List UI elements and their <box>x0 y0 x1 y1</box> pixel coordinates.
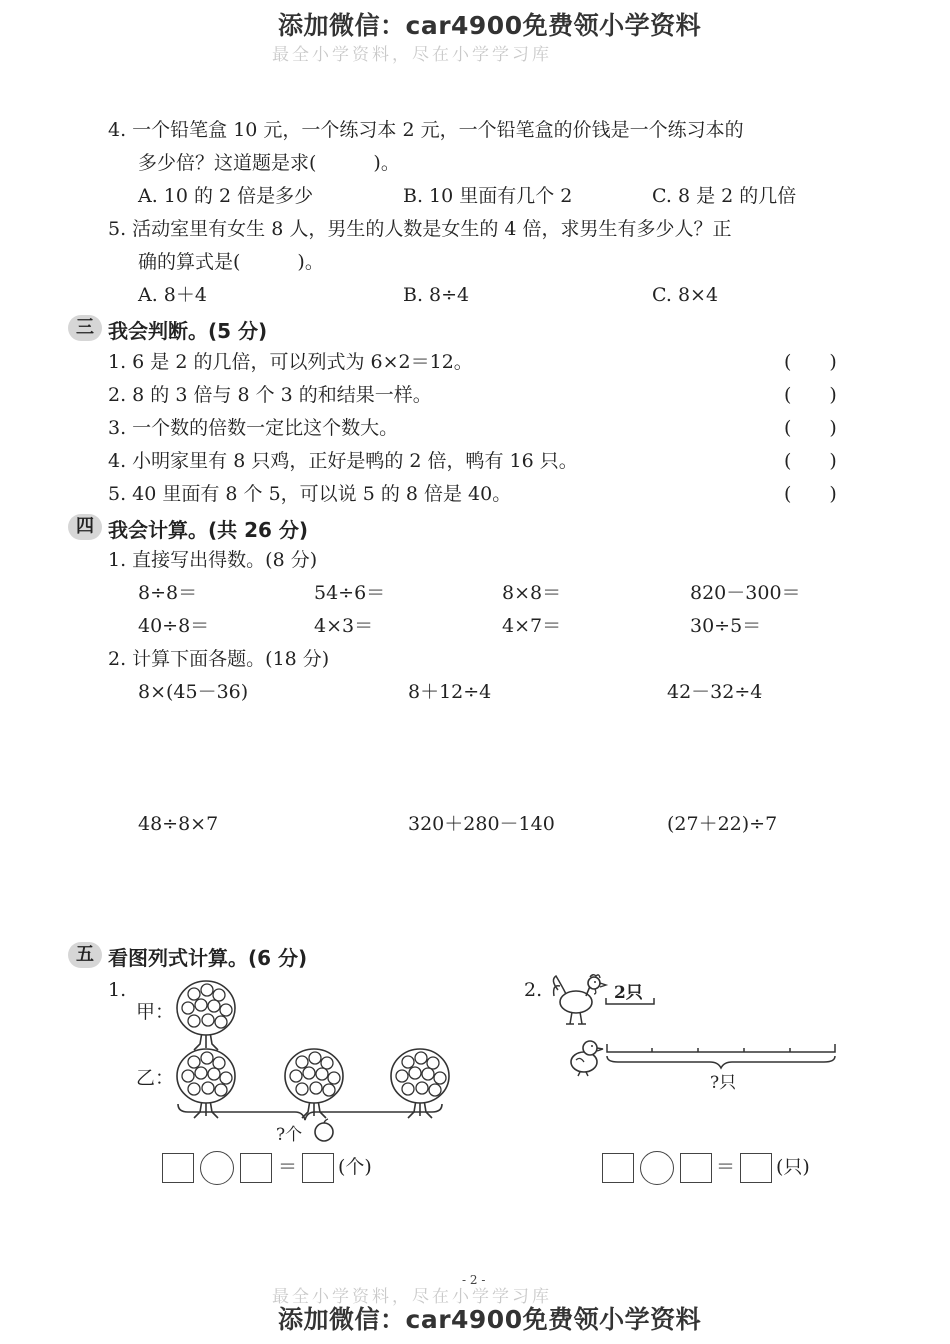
section-5-title: 看图列式计算。(6 分) <box>108 946 308 970</box>
calc-4: 820－300＝ <box>690 582 801 604</box>
calc-3: 8×8＝ <box>502 582 562 604</box>
p2-segment-rooster <box>604 996 658 1008</box>
judge-item-5: 5. 40 里面有 8 个 5，可以说 5 的 8 倍是 40。 <box>108 483 512 505</box>
q5-option-b: B. 8÷4 <box>403 284 470 306</box>
q4-option-a: A. 10 的 2 倍是多少 <box>138 185 314 207</box>
calc-2: 54÷6＝ <box>314 582 386 604</box>
judge-item-1: 1. 6 是 2 的几倍，可以列式为 6×2＝12。 <box>108 351 473 373</box>
section-3-title: 我会判断。(5 分) <box>108 319 268 343</box>
watermark-ghost-top: 最全小学资料，尽在小学学习库 <box>272 45 552 65</box>
p1-box-2[interactable] <box>240 1153 272 1183</box>
q4-line1: 4. 一个铅笔盒 10 元，一个练习本 2 元，一个铅笔盒的价钱是一个练习本的 <box>108 119 744 141</box>
section-4-badge: 四 <box>68 514 102 540</box>
q4-option-c: C. 8 是 2 的几倍 <box>652 185 797 207</box>
q5-option-a: A. 8＋4 <box>138 284 207 306</box>
p1-unit: (个) <box>338 1156 372 1178</box>
section-3-badge: 三 <box>68 315 102 341</box>
judge-answer-5[interactable]: ( ) <box>784 483 837 505</box>
sec4-sub2: 2. 计算下面各题。(18 分) <box>108 648 330 670</box>
p2-number: 2. <box>524 979 543 1001</box>
p1-equals: ＝ <box>278 1156 298 1178</box>
q4-line2: 多少倍？这道题是求( )。 <box>138 152 400 174</box>
watermark-top: 添加微信：car4900免费领小学资料 <box>278 11 702 40</box>
tree-yi-3 <box>391 1049 449 1118</box>
p2-equals: ＝ <box>716 1156 736 1178</box>
judge-answer-3[interactable]: ( ) <box>784 417 837 439</box>
p2-unit: (只) <box>776 1156 810 1178</box>
rooster-icon <box>548 972 610 1028</box>
section-5-badge: 五 <box>68 942 102 968</box>
q4-option-b: B. 10 里面有几个 2 <box>403 185 573 207</box>
expr-5: 320＋280－140 <box>408 813 555 835</box>
calc-6: 4×3＝ <box>314 615 374 637</box>
p1-label-yi: 乙： <box>136 1067 175 1089</box>
judge-item-4: 4. 小明家里有 8 只鸡，正好是鸭的 2 倍，鸭有 16 只。 <box>108 450 578 472</box>
judge-answer-1[interactable]: ( ) <box>784 351 837 373</box>
expr-1: 8×(45－36) <box>138 681 249 703</box>
p1-number: 1. <box>108 979 127 1001</box>
tree-jia <box>177 981 235 1050</box>
sec4-sub1: 1. 直接写出得数。(8 分) <box>108 549 318 571</box>
watermark-bottom: 添加微信：car4900免费领小学资料 <box>278 1305 702 1334</box>
p2-operator-circle[interactable] <box>640 1151 674 1185</box>
judge-item-3: 3. 一个数的倍数一定比这个数大。 <box>108 417 399 439</box>
calc-1: 8÷8＝ <box>138 582 198 604</box>
tree-yi-1 <box>177 1049 235 1118</box>
calc-8: 30÷5＝ <box>690 615 762 637</box>
tree-yi-2 <box>285 1049 343 1118</box>
expr-3: 42－32÷4 <box>667 681 763 703</box>
chick-icon <box>566 1036 606 1078</box>
p1-box-3[interactable] <box>302 1153 334 1183</box>
p2-box-3[interactable] <box>740 1153 772 1183</box>
watermark-ghost-bottom: 最全小学资料，尽在小学学习库 <box>272 1287 552 1307</box>
expr-6: (27＋22)÷7 <box>667 813 778 835</box>
p1-question: ?个 <box>276 1125 303 1145</box>
p1-operator-circle[interactable] <box>200 1151 234 1185</box>
q5-option-c: C. 8×4 <box>652 284 719 306</box>
apple-icon <box>312 1118 336 1142</box>
calc-5: 40÷8＝ <box>138 615 210 637</box>
p2-box-2[interactable] <box>680 1153 712 1183</box>
expr-4: 48÷8×7 <box>138 813 219 835</box>
q5-line1: 5. 活动室里有女生 8 人，男生的人数是女生的 4 倍，求男生有多少人？正 <box>108 218 732 240</box>
judge-answer-4[interactable]: ( ) <box>784 450 837 472</box>
p2-label-top: 2只 <box>614 983 643 1003</box>
q5-line2: 确的算式是( )。 <box>138 251 324 273</box>
judge-answer-2[interactable]: ( ) <box>784 384 837 406</box>
page-number: - 2 - <box>462 1273 486 1287</box>
calc-7: 4×7＝ <box>502 615 562 637</box>
p1-label-jia: 甲： <box>136 1001 175 1023</box>
expr-2: 8＋12÷4 <box>408 681 492 703</box>
p2-question: ?只 <box>710 1073 737 1093</box>
p1-box-1[interactable] <box>162 1153 194 1183</box>
p2-box-1[interactable] <box>602 1153 634 1183</box>
section-4-title: 我会计算。(共 26 分) <box>108 518 309 542</box>
judge-item-2: 2. 8 的 3 倍与 8 个 3 的和结果一样。 <box>108 384 432 406</box>
